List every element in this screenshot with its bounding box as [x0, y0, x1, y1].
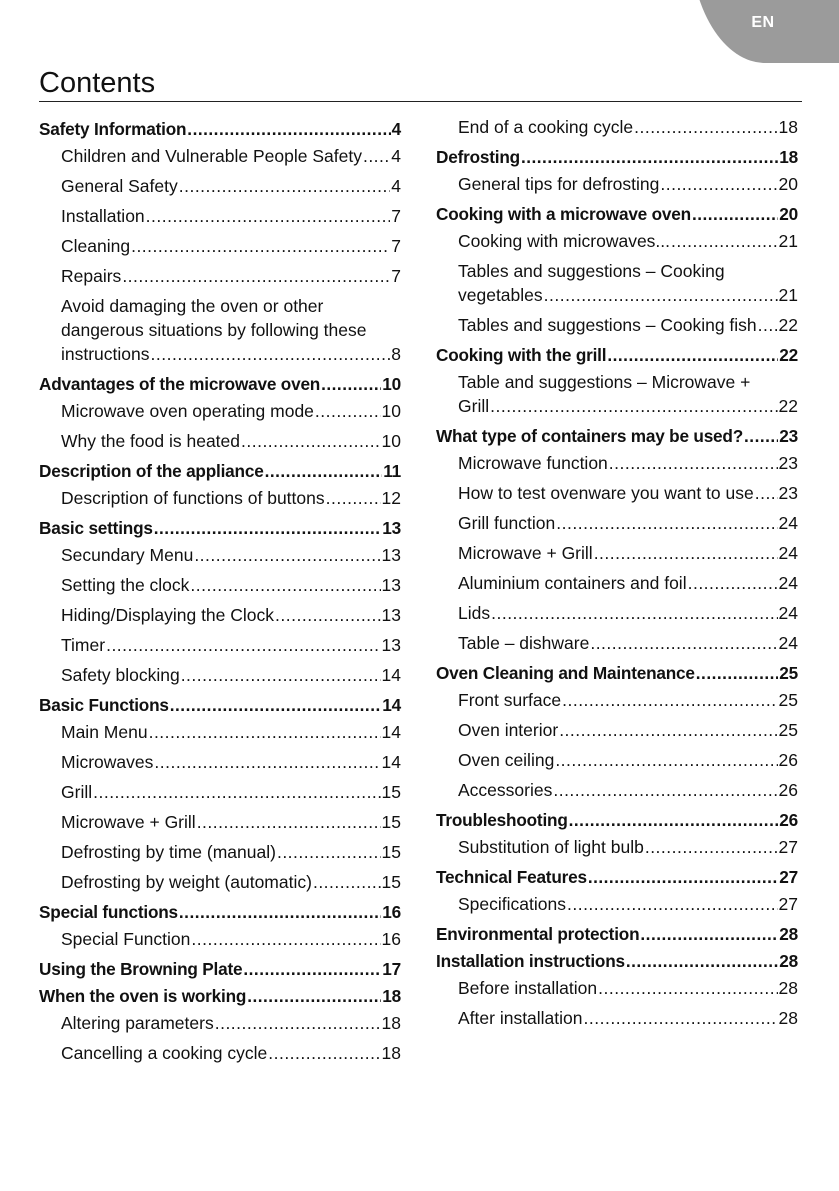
dot-leader: [660, 172, 777, 196]
dot-leader: [544, 283, 778, 307]
toc-entry-table-dishware[interactable]: [436, 631, 798, 655]
toc-section-basic-functions[interactable]: [39, 693, 401, 717]
toc-entry-text: Defrosting by time (manual): [61, 842, 276, 862]
toc-entry-oven-ceiling[interactable]: [436, 748, 798, 772]
dot-leader: [490, 394, 777, 418]
toc-entry-text: Tables and suggestions – Cooking fish: [458, 315, 757, 335]
dot-leader: [758, 313, 778, 337]
toc-page-number: 10: [381, 431, 401, 451]
toc-page-number: 7: [391, 206, 401, 226]
dot-leader: [645, 835, 778, 859]
toc-section-safety-information[interactable]: [39, 117, 401, 141]
toc-page-number: 18: [778, 117, 798, 137]
dot-leader: [313, 870, 381, 894]
toc-page-number: 26: [778, 750, 798, 770]
dot-leader: [190, 573, 380, 597]
toc-section-installation-instructions[interactable]: [436, 949, 798, 973]
dot-leader: [326, 486, 381, 510]
toc-entry-microwave-grill[interactable]: [39, 810, 401, 834]
dot-leader: [491, 601, 777, 625]
toc-entry-text: Repairs: [61, 266, 122, 286]
toc-entry-text: General tips for defrosting: [458, 174, 660, 194]
toc-right-column: [436, 115, 798, 1036]
toc-section-cooking-with-a-microwave-oven[interactable]: [436, 202, 798, 226]
toc-entry-how-to-test-ovenware-you-want-to-use[interactable]: [436, 481, 798, 505]
toc-entry-special-function[interactable]: [39, 927, 401, 951]
toc-section-cooking-with-the-grill[interactable]: [436, 343, 798, 367]
toc-entry-aluminium-containers-and-foil[interactable]: [436, 571, 798, 595]
dot-leader: [590, 631, 777, 655]
toc-entry-text: General Safety: [61, 176, 178, 196]
toc-entry-accessories[interactable]: [436, 778, 798, 802]
dot-leader: [521, 145, 778, 169]
toc-page-number: 18: [779, 147, 798, 167]
toc-page-number: 16: [382, 902, 401, 922]
toc-entry-defrosting-by-weight-automatic[interactable]: [39, 870, 401, 894]
toc-entry-before-installation[interactable]: [436, 976, 798, 1000]
toc-entry-text: Special Function: [61, 929, 191, 949]
toc-page-number: 10: [381, 401, 401, 421]
toc-entry-text: End of a cooking cycle: [458, 117, 634, 137]
toc-entry-cleaning[interactable]: [39, 234, 401, 258]
dot-leader: [556, 511, 777, 535]
toc-page-number: 14: [381, 752, 401, 772]
toc-section-title: Description of the appliance: [39, 461, 264, 481]
toc-entry-text: Main Menu: [61, 722, 148, 742]
toc-section-using-the-browning-plate[interactable]: [39, 957, 401, 981]
dot-leader: [154, 516, 382, 540]
toc-page-number: 11: [383, 461, 401, 481]
dot-leader: [562, 688, 777, 712]
toc-entry-main-menu[interactable]: [39, 720, 401, 744]
dot-leader: [607, 343, 778, 367]
toc-entry-text: Timer: [61, 635, 106, 655]
toc-entry-tables-and-suggestions-cooking-fish[interactable]: [436, 313, 798, 337]
toc-page-number: 4: [391, 146, 401, 166]
toc-entry-repairs[interactable]: [39, 264, 401, 288]
dot-leader: [106, 633, 380, 657]
toc-entry-front-surface[interactable]: [436, 688, 798, 712]
toc-section-title: Troubleshooting: [436, 810, 568, 830]
toc-page-number: 18: [381, 1013, 401, 1033]
toc-section-title: Basic settings: [39, 518, 153, 538]
toc-entry-vegetables[interactable]: [436, 259, 798, 307]
dot-leader: [191, 927, 380, 951]
toc-entry-why-the-food-is-heated[interactable]: [39, 429, 401, 453]
toc-entry-text: Specifications: [458, 894, 566, 914]
dot-leader: [559, 718, 777, 742]
dot-leader: [215, 1011, 381, 1035]
language-label: EN: [751, 14, 775, 31]
dot-leader: [696, 661, 779, 685]
toc-section-title: Basic Functions: [39, 695, 169, 715]
toc-entry-text: Oven interior: [458, 720, 559, 740]
dot-leader: [154, 750, 380, 774]
toc-page-number: 24: [778, 633, 798, 653]
title-divider: [39, 101, 802, 102]
toc-page-number: 15: [381, 782, 401, 802]
toc-entry-text: Children and Vulnerable People Safety: [61, 146, 362, 166]
toc-entry-text: Before installation: [458, 978, 598, 998]
dot-leader: [197, 810, 381, 834]
dot-leader: [146, 204, 391, 228]
toc-page-number: 26: [778, 780, 798, 800]
toc-page-number: 20: [778, 174, 798, 194]
dot-leader: [93, 780, 380, 804]
toc-page-number: 22: [778, 396, 798, 416]
toc-page-number: 22: [778, 315, 798, 335]
toc-section-advantages-of-the-microwave-oven[interactable]: [39, 372, 401, 396]
dot-leader: [567, 892, 778, 916]
toc-page-number: 16: [381, 929, 401, 949]
toc-page-number: 7: [391, 236, 401, 256]
toc-page-number: 25: [778, 720, 798, 740]
dot-leader: [321, 372, 381, 396]
toc-section-when-the-oven-is-working[interactable]: [39, 984, 401, 1008]
toc-entry-cooking-with-microwaves[interactable]: [436, 229, 798, 253]
dot-leader: [277, 840, 381, 864]
toc-section-title: Installation instructions: [436, 951, 625, 971]
toc-entry-text: Microwaves: [61, 752, 154, 772]
toc-entry-text: Aluminium containers and foil: [458, 573, 687, 593]
toc-page-number: 13: [381, 605, 401, 625]
toc-entry-setting-the-clock[interactable]: [39, 573, 401, 597]
toc-entry-text: Grill: [61, 782, 93, 802]
toc-entry-microwaves[interactable]: [39, 750, 401, 774]
toc-entry-microwave-grill[interactable]: [436, 541, 798, 565]
toc-entry-text: Setting the clock: [61, 575, 190, 595]
toc-section-title: Oven Cleaning and Maintenance: [436, 663, 695, 683]
toc-page-number: 21: [778, 285, 798, 305]
dot-leader: [755, 481, 778, 505]
toc-page-number: 22: [779, 345, 798, 365]
toc-entry-safety-blocking[interactable]: [39, 663, 401, 687]
toc-section-special-functions[interactable]: [39, 900, 401, 924]
dot-leader: [243, 957, 381, 981]
dot-leader: [744, 424, 778, 448]
dot-leader: [634, 115, 777, 139]
dot-leader: [692, 202, 778, 226]
toc-page-number: 27: [778, 837, 798, 857]
toc-entry-text: Defrosting by weight (automatic): [61, 872, 312, 892]
dot-leader: [671, 229, 778, 253]
toc-entry-children-and-vulnerable-people-safety[interactable]: [39, 144, 401, 168]
toc-page-number: 13: [382, 518, 401, 538]
toc-page-number: 10: [382, 374, 401, 394]
dot-leader: [187, 117, 390, 141]
toc-section-title: Environmental protection: [436, 924, 640, 944]
toc-entry-text: Substitution of light bulb: [458, 837, 644, 857]
toc-page-number: 20: [779, 204, 798, 224]
dot-leader: [170, 693, 382, 717]
toc-entry-text: Secundary Menu: [61, 545, 194, 565]
toc-entry-text: Cooking with microwaves...: [458, 231, 671, 251]
dot-leader: [194, 543, 380, 567]
toc-section-title: Advantages of the microwave oven: [39, 374, 321, 394]
toc-page-number: 28: [778, 978, 798, 998]
dot-leader: [588, 865, 778, 889]
toc-entry-text: Microwave oven operating mode: [61, 401, 314, 421]
toc-entry-description-of-functions-of-buttons[interactable]: [39, 486, 401, 510]
toc-page-number: 25: [779, 663, 798, 683]
dot-leader: [122, 264, 390, 288]
toc-entry-text: Safety blocking: [61, 665, 180, 685]
toc-page-number: 18: [382, 986, 401, 1006]
toc-entry-text-line: Tables and suggestions – Cooking: [458, 261, 725, 281]
toc-entry-general-tips-for-defrosting[interactable]: [436, 172, 798, 196]
toc-entry-text: After installation: [458, 1008, 583, 1028]
toc-section-technical-features[interactable]: [436, 865, 798, 889]
toc-entry-general-safety[interactable]: [39, 174, 401, 198]
toc-page-number: 14: [381, 665, 401, 685]
toc-entry-text: Front surface: [458, 690, 562, 710]
toc-page-number: 23: [778, 483, 798, 503]
toc-page-number: 15: [381, 872, 401, 892]
toc-entry-text: Lids: [458, 603, 491, 623]
dot-leader: [247, 984, 381, 1008]
toc-section-title: When the oven is working: [39, 986, 247, 1006]
toc-entry-cancelling-a-cooking-cycle[interactable]: [39, 1041, 401, 1065]
toc-page-number: 23: [779, 426, 798, 446]
dot-leader: [131, 234, 390, 258]
toc-section-title: Safety Information: [39, 119, 187, 139]
toc-entry-timer[interactable]: [39, 633, 401, 657]
dot-leader: [241, 429, 381, 453]
toc-entry-text: Accessories: [458, 780, 553, 800]
toc-entry-text: Why the food is heated: [61, 431, 240, 451]
toc-page-number: 8: [391, 344, 401, 364]
dot-leader: [553, 778, 777, 802]
toc-entry-text-line: dangerous situations by following these: [61, 320, 367, 340]
toc-entry-microwave-oven-operating-mode[interactable]: [39, 399, 401, 423]
toc-entry-text: Grill function: [458, 513, 556, 533]
toc-entry-text: Grill: [458, 396, 490, 416]
toc-entry-end-of-a-cooking-cycle[interactable]: [436, 115, 798, 139]
toc-page-number: 24: [778, 573, 798, 593]
toc-page-number: 28: [779, 924, 798, 944]
toc-entry-grill[interactable]: [39, 780, 401, 804]
toc-entry-text-line: Avoid damaging the oven or other: [61, 296, 324, 316]
toc-entry-substitution-of-light-bulb[interactable]: [436, 835, 798, 859]
toc-section-what-type-of-containers-may-be-used[interactable]: [436, 424, 798, 448]
toc-entry-text: How to test ovenware you want to use: [458, 483, 754, 503]
dot-leader: [594, 541, 778, 565]
toc-section-title: Cooking with a microwave oven: [436, 204, 691, 224]
toc-entry-text: Cancelling a cooking cycle: [61, 1043, 268, 1063]
dot-leader: [179, 900, 381, 924]
toc-page-number: 23: [778, 453, 798, 473]
toc-section-title: Defrosting: [436, 147, 520, 167]
toc-section-oven-cleaning-and-maintenance[interactable]: [436, 661, 798, 685]
toc-entry-text-line: Table and suggestions – Microwave +: [458, 372, 751, 392]
toc-entry-after-installation[interactable]: [436, 1006, 798, 1030]
toc-page-number: 15: [381, 842, 401, 862]
toc-page-number: 25: [778, 690, 798, 710]
toc-section-title: Using the Browning Plate: [39, 959, 243, 979]
page-title: Contents: [39, 67, 156, 99]
toc-entry-text: Table – dishware: [458, 633, 590, 653]
toc-entry-altering-parameters[interactable]: [39, 1011, 401, 1035]
toc-page-number: 14: [382, 695, 401, 715]
toc-page-number: 24: [778, 543, 798, 563]
dot-leader: [555, 748, 777, 772]
toc-entry-text: Installation: [61, 206, 145, 226]
toc-page-number: 4: [391, 119, 401, 139]
toc-page-number: 26: [779, 810, 798, 830]
toc-page-number: 12: [381, 488, 401, 508]
dot-leader: [363, 144, 390, 168]
toc-entry-text: vegetables: [458, 285, 543, 305]
dot-leader: [149, 720, 381, 744]
toc-entry-lids[interactable]: [436, 601, 798, 625]
dot-leader: [609, 451, 778, 475]
toc-entry-microwave-function[interactable]: [436, 451, 798, 475]
toc-page-number: 15: [381, 812, 401, 832]
dot-leader: [275, 603, 381, 627]
toc-entry-secundary-menu[interactable]: [39, 543, 401, 567]
dot-leader: [640, 922, 778, 946]
toc-entry-instructions[interactable]: [39, 294, 401, 366]
toc-page-number: 13: [381, 575, 401, 595]
toc-entry-text: Cleaning: [61, 236, 131, 256]
toc-entry-text: Hiding/Displaying the Clock: [61, 605, 275, 625]
toc-page-number: 13: [381, 545, 401, 565]
toc-section-defrosting[interactable]: [436, 145, 798, 169]
dot-leader: [598, 976, 777, 1000]
toc-entry-grill-function[interactable]: [436, 511, 798, 535]
toc-entry-specifications[interactable]: [436, 892, 798, 916]
toc-page-number: 27: [778, 894, 798, 914]
dot-leader: [181, 663, 381, 687]
dot-leader: [151, 342, 391, 366]
toc-entry-text: Oven ceiling: [458, 750, 555, 770]
toc-page-number: 21: [778, 231, 798, 251]
dot-leader: [584, 1006, 778, 1030]
toc-page-number: 28: [779, 951, 798, 971]
dot-leader: [315, 399, 381, 423]
toc-entry-defrosting-by-time-manual[interactable]: [39, 840, 401, 864]
toc-page-number: 24: [778, 513, 798, 533]
toc-section-title: Special functions: [39, 902, 178, 922]
toc-page-number: 4: [391, 176, 401, 196]
toc-entry-text: Microwave function: [458, 453, 608, 473]
toc-page-number: 17: [382, 959, 401, 979]
toc-page-number: 27: [779, 867, 798, 887]
toc-entry-oven-interior[interactable]: [436, 718, 798, 742]
toc-entry-text: Altering parameters: [61, 1013, 214, 1033]
toc-section-title: Cooking with the grill: [436, 345, 607, 365]
toc-section-troubleshooting[interactable]: [436, 808, 798, 832]
dot-leader: [179, 174, 391, 198]
toc-page-number: 14: [381, 722, 401, 742]
toc-entry-grill[interactable]: [436, 370, 798, 418]
toc-left-column: [39, 115, 401, 1071]
toc-section-title: What type of containers may be used?: [436, 426, 744, 446]
toc-page-number: 18: [381, 1043, 401, 1063]
toc-section-description-of-the-appliance[interactable]: [39, 459, 401, 483]
dot-leader: [268, 1041, 380, 1065]
toc-page-number: 28: [778, 1008, 798, 1028]
toc-entry-text: instructions: [61, 344, 150, 364]
dot-leader: [688, 571, 778, 595]
toc-page-number: 7: [391, 266, 401, 286]
dot-leader: [265, 459, 383, 483]
toc-section-title: Technical Features: [436, 867, 587, 887]
toc-page-number: 24: [778, 603, 798, 623]
toc-entry-text: Microwave + Grill: [458, 543, 593, 563]
toc-entry-installation[interactable]: [39, 204, 401, 228]
toc-entry-hiding-displaying-the-clock[interactable]: [39, 603, 401, 627]
toc-entry-text: Description of functions of buttons: [61, 488, 325, 508]
dot-leader: [569, 808, 779, 832]
toc-entry-text: Microwave + Grill: [61, 812, 196, 832]
toc-page-number: 13: [381, 635, 401, 655]
toc-section-environmental-protection[interactable]: [436, 922, 798, 946]
dot-leader: [626, 949, 778, 973]
toc-section-basic-settings[interactable]: [39, 516, 401, 540]
